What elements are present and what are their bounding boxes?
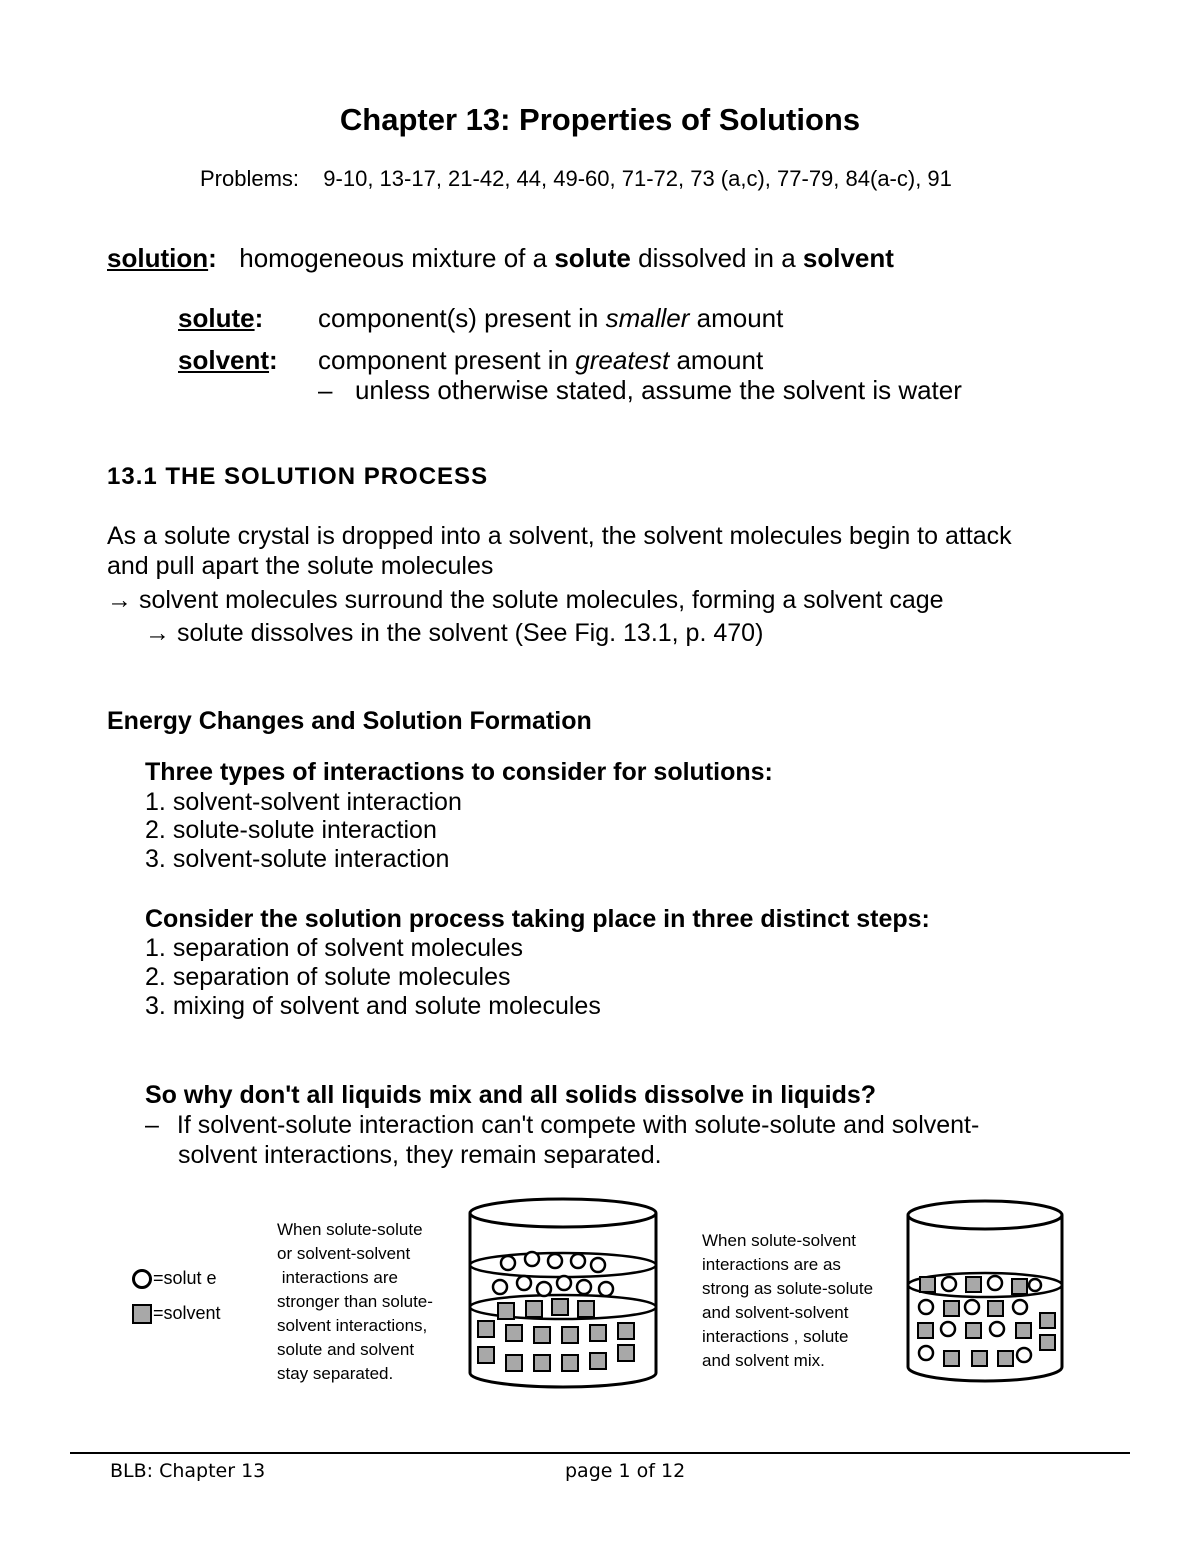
- caption-mixed: When solute-solvent interactions are as strong as solute-solute and solvent-solvent interactions , solute and solvent mix.: [702, 1231, 874, 1370]
- definition-solvent: solvent:: [178, 345, 278, 375]
- step-item: 1. separation of solvent molecules: [145, 934, 524, 962]
- problems-label: Problems:: [200, 166, 300, 191]
- step-item: 3. mixing of solvent and solute molecules: [145, 992, 601, 1020]
- term-solution: solution: [107, 243, 209, 273]
- beaker-mixed: [900, 1195, 1075, 1400]
- legend-solute-label: =solut e: [153, 1268, 217, 1288]
- process-line-3: → solvent molecules surround the solute molecules, forming a solvent cage: [107, 586, 944, 614]
- legend-solute-icon: [131, 1268, 153, 1290]
- interactions-heading: Three types of interactions to consider for solutions:: [145, 758, 773, 786]
- why-line-2: solvent interactions, they remain separated.: [178, 1141, 662, 1169]
- footer-divider: [70, 1452, 1130, 1454]
- arrow-icon: →: [145, 619, 170, 647]
- problems-line: [200, 166, 952, 192]
- legend-solvent-icon: [131, 1303, 153, 1325]
- problems-list: 9-10, 13-17, 21-42, 44, 49-60, 71-72, 73 (a,c), 77-79, 84(a-c), 91: [323, 166, 952, 191]
- interaction-item: 1. solvent-solvent interaction: [145, 788, 462, 816]
- definition-solute: solute:: [178, 303, 264, 333]
- page-title: Chapter 13: Properties of Solutions: [339, 102, 861, 137]
- process-line-2: and pull apart the solute molecules: [107, 552, 494, 580]
- energy-heading: Energy Changes and Solution Formation: [107, 707, 592, 735]
- arrow-icon: →: [107, 586, 132, 614]
- interaction-item: 2. solute-solute interaction: [145, 816, 437, 844]
- caption-separated: When solute-solute or solvent-solvent interactions are stronger than solute- solvent interactions, solute and solvent stay separated.: [277, 1220, 433, 1383]
- process-line-4: → solute dissolves in the solvent (See Fig. 13.1, p. 470): [145, 619, 764, 647]
- legend-solvent-label: =solvent: [153, 1303, 221, 1323]
- step-item: 2. separation of solute molecules: [145, 963, 511, 991]
- definition-solute-text: component(s) present in smaller amount: [318, 303, 784, 333]
- steps-heading: Consider the solution process taking place in three distinct steps:: [145, 905, 930, 933]
- definition-solvent-text: component present in greatest amount: [318, 345, 764, 375]
- footer-page-number: page 1 of 12: [565, 1460, 686, 1482]
- term-solvent: solvent: [178, 345, 270, 375]
- interaction-item: 3. solvent-solute interaction: [145, 845, 450, 873]
- term-solute: solute: [178, 303, 255, 333]
- footer-left: BLB: Chapter 13: [110, 1460, 266, 1482]
- beaker-separated: [460, 1195, 680, 1405]
- definition-solvent-note: – unless otherwise stated, assume the solvent is water: [318, 375, 962, 405]
- definition-solution: solution: homogeneous mixture of a solute dissolved in a solvent: [107, 243, 894, 273]
- process-line-1: As a solute crystal is dropped into a solvent, the solvent molecules begin to attack: [107, 522, 1012, 550]
- why-line-1: – If solvent-solute interaction can't compete with solute-solute and solvent-: [145, 1111, 980, 1139]
- why-heading: So why don't all liquids mix and all solids dissolve in liquids?: [145, 1081, 877, 1109]
- section-heading: 13.1 THE SOLUTION PROCESS: [107, 463, 489, 490]
